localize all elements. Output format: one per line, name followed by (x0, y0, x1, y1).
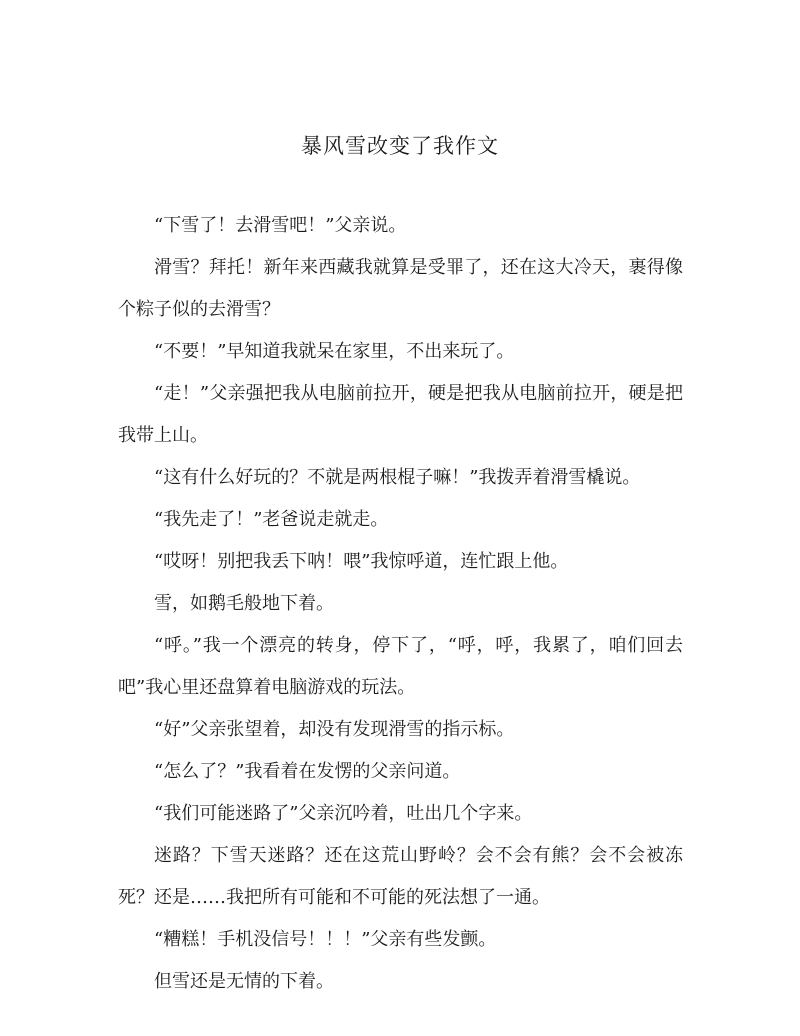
paragraph: “哎呀！别把我丢下呐！喂”我惊呼道，连忙跟上他。 (154, 551, 569, 572)
paragraph: 滑雪？拜托！新年来西藏我就算是受罪了，还在这大冷天，裹得像个粽子似的去滑雪？ (118, 257, 683, 320)
paragraph: “好”父亲张望着，却没有发现滑雪的指示标。 (154, 719, 515, 740)
document-body (118, 205, 683, 1003)
paragraph: 雪，如鹅毛般地下着。 (154, 593, 334, 614)
paragraph: “下雪了！去滑雪吧！”父亲说。 (154, 215, 407, 236)
paragraph: “怎么了？”我看着在发愣的父亲问道。 (154, 761, 461, 782)
paragraph: “我们可能迷路了”父亲沉吟着，吐出几个字来。 (154, 803, 533, 824)
paragraph: “这有什么好玩的？不就是两根棍子嘛！”我拨弄着滑雪橇说。 (154, 467, 641, 488)
paragraph: “呼。”我一个漂亮的转身，停下了，“呼，呼，我累了，咱们回去吧”我心里还盘算着电脑游戏的玩法。 (118, 635, 683, 698)
document-title: 暴风雪改变了我作文 (301, 134, 499, 158)
paragraph: “我先走了！”老爸说走就走。 (154, 509, 389, 530)
paragraph: “不要！”早知道我就呆在家里，不出来玩了。 (154, 341, 515, 362)
paragraph: 迷路？下雪天迷路？还在这荒山野岭？会不会有熊？会不会被冻死？还是……我把所有可能和不可能的死法想了一通。 (118, 845, 683, 908)
paragraph: 但雪还是无情的下着。 (154, 971, 334, 992)
paragraph: “走！”父亲强把我从电脑前拉开，硬是把我从电脑前拉开，硬是把我带上山。 (118, 383, 683, 446)
paragraph: “糟糕！手机没信号！！！”父亲有些发颤。 (154, 929, 497, 950)
